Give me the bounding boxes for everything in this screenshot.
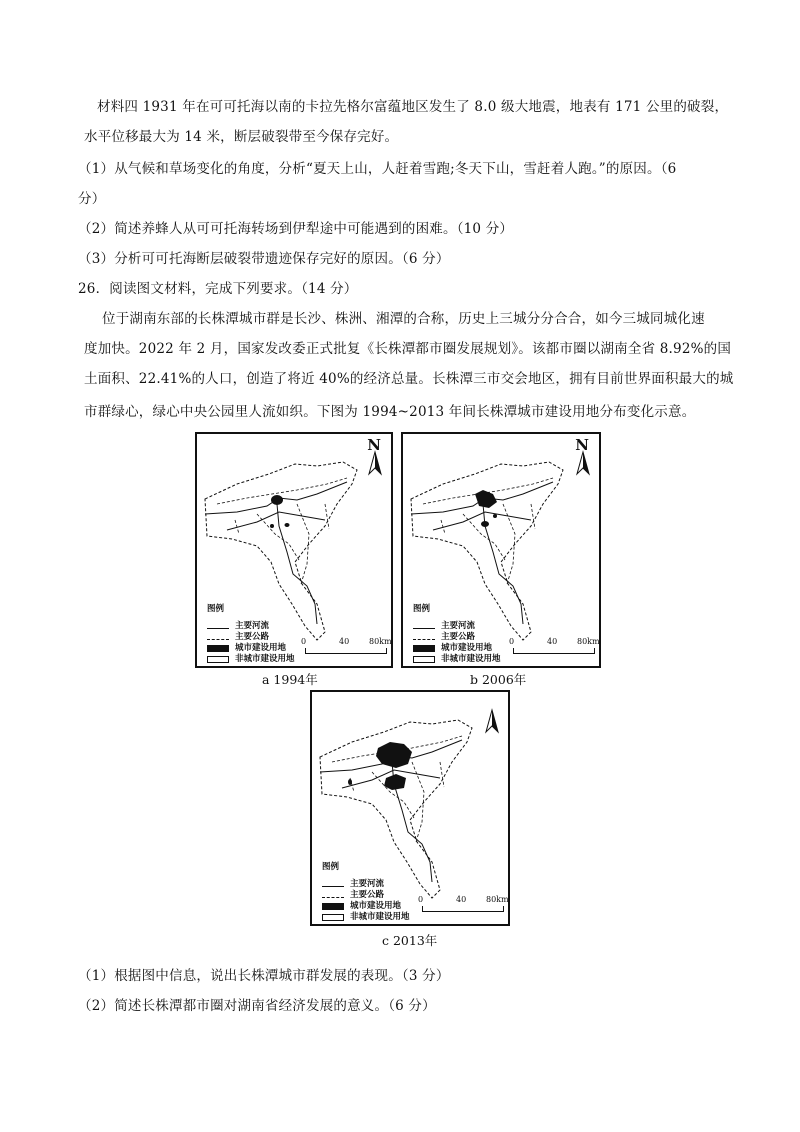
nonurban-symbol [322, 914, 344, 921]
q26-heading: 26．阅读图文材料，完成下列要求。（14 分） [78, 281, 358, 297]
north-label-a: N [367, 436, 381, 454]
legend-river-label: 主要河流 [441, 621, 476, 631]
q25-1-line-1: （1）从气候和草场变化的角度，分析“夏天上山，人赶着雪跑;冬天下山，雪赶着人跑。”的原因。（6 [78, 161, 677, 177]
road-symbol [207, 635, 229, 640]
nonurban-symbol [207, 656, 229, 663]
scale-40-label: 40 [547, 637, 558, 646]
urban-symbol [207, 645, 229, 652]
legend-title: 图例 [322, 862, 340, 872]
legend-road-label: 主要公路 [350, 890, 385, 900]
scale-80-label: 80km [369, 637, 392, 646]
river-symbol [322, 882, 344, 887]
scale-line [305, 648, 387, 654]
q26-2: （2）简述长株潭都市圈对湖南省经济发展的意义。（6 分） [78, 998, 436, 1014]
legend-urban-label: 城市建设用地 [350, 901, 402, 911]
scale-80-label: 80km [486, 895, 509, 904]
legend-nonurban-label: 非城市建设用地 [350, 912, 410, 922]
legend-c [322, 862, 410, 923]
scale-line [422, 906, 504, 912]
scale-line [513, 648, 595, 654]
scale-0-label: 0 [509, 637, 515, 646]
legend-title: 图例 [207, 604, 225, 614]
scale-80-label: 80km [577, 637, 600, 646]
caption-b: b 2006年 [470, 672, 527, 687]
scale-40-label: 40 [456, 895, 467, 904]
legend-nonurban-label: 非城市建设用地 [441, 654, 501, 664]
q26-para-line-1: 位于湖南东部的长株潭城市群是长沙、株洲、湘潭的合称，历史上三城分分合合，如今三城同城化速 [102, 311, 705, 327]
legend-title: 图例 [413, 604, 431, 614]
q26-para-line-2: 度加快。2022 年 2 月，国家发改委正式批复《长株潭都市圈发展规划》。该都市圈以湖南全省 8.92%的国 [84, 341, 732, 357]
road-symbol [413, 635, 435, 640]
river-symbol [413, 624, 435, 629]
caption-a: a 1994年 [262, 672, 318, 687]
urban-symbol [413, 645, 435, 652]
map-1994 [195, 432, 393, 668]
q25-2: （2）简述养蜂人从可可托海转场到伊犁途中可能遇到的困难。（10 分） [78, 221, 514, 237]
scale-0-label: 0 [418, 895, 424, 904]
q26-1: （1）根据图中信息，说出长株潭城市群发展的表现。（3 分） [78, 968, 450, 984]
legend-river-label: 主要河流 [350, 879, 385, 889]
legend-urban-label: 城市建设用地 [441, 643, 493, 653]
scale-0-label: 0 [301, 637, 307, 646]
q25-1-line-2: 分） [78, 191, 106, 207]
q25-3: （3）分析可可托海断层破裂带遗迹保存完好的原因。（6 分） [78, 251, 450, 267]
road-symbol [322, 893, 344, 898]
legend-road-label: 主要公路 [235, 632, 270, 642]
map-2013 [310, 690, 510, 926]
material4-line-2: 水平位移最大为 14 米，断层破裂带至今保存完好。 [84, 129, 399, 145]
caption-c: c 2013年 [382, 933, 438, 948]
legend-a [207, 604, 295, 665]
north-label-b: N [575, 436, 589, 454]
nonurban-symbol [413, 656, 435, 663]
legend-road-label: 主要公路 [441, 632, 476, 642]
map-2006 [401, 432, 601, 668]
urban-symbol [322, 903, 344, 910]
material4-line-1: 材料四 1931 年在可可托海以南的卡拉先格尔富蕴地区发生了 8.0 级大地震，地表有 171 公里的破裂， [97, 99, 729, 115]
q26-para-line-3: 土面积、22.41%的人口，创造了将近 40%的经济总量。长株潭三市交会地区，拥有目前世界面积最大的城 [84, 371, 734, 387]
q26-para-line-4: 市群绿心，绿心中央公园里人流如织。下图为 1994~2013 年间长株潭城市建设用地分布变化示意。 [84, 404, 696, 420]
legend-b [413, 604, 501, 665]
legend-urban-label: 城市建设用地 [235, 643, 287, 653]
legend-nonurban-label: 非城市建设用地 [235, 654, 295, 664]
scale-40-label: 40 [339, 637, 350, 646]
legend-river-label: 主要河流 [235, 621, 270, 631]
river-symbol [207, 624, 229, 629]
